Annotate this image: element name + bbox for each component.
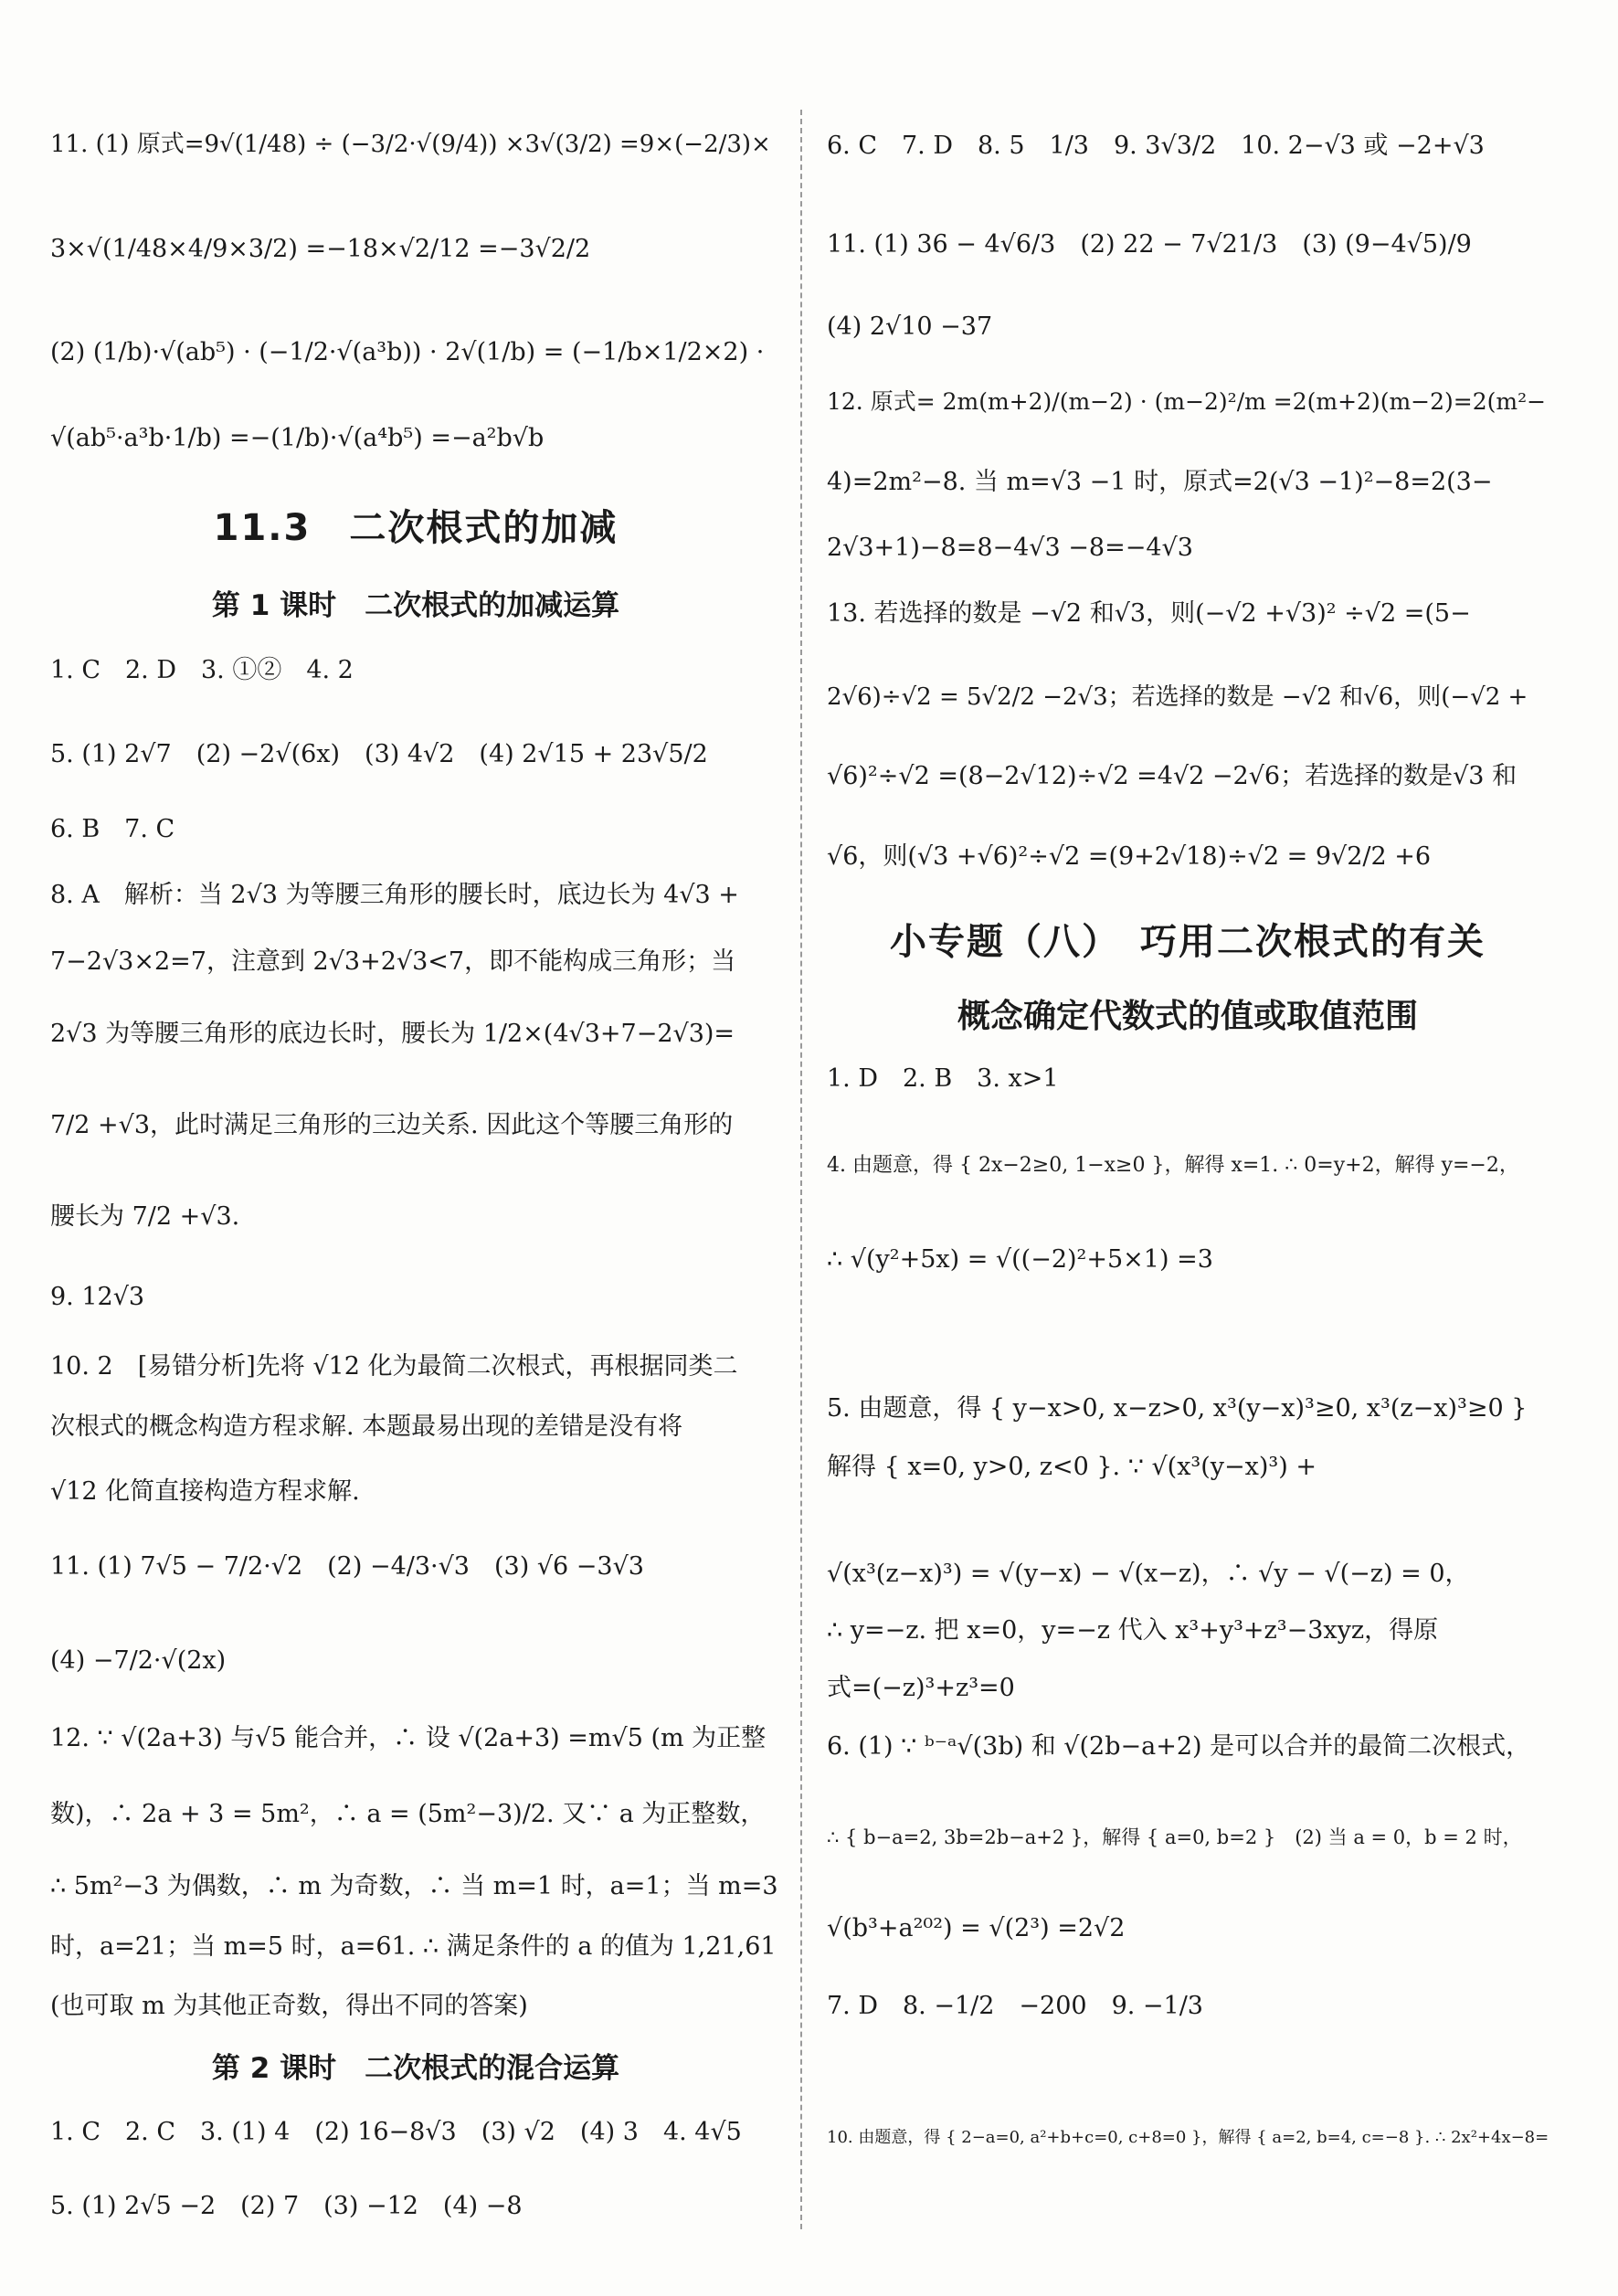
- lesson1-answer-12-line3: ∴ 5m²−3 为偶数，∴ m 为奇数，∴ 当 m=1 时，a=1；当 m=3: [50, 1872, 778, 1900]
- lesson1-answer-8-line1: 8. A 解析：当 2√3 为等腰三角形的腰长时，底边长为 4√3 +: [50, 881, 739, 909]
- lesson1-answers-1-4: 1. C 2. D 3. ①② 4. 2: [50, 656, 354, 684]
- special-topic-title-line1: 小专题（八） 巧用二次根式的有关: [890, 921, 1486, 963]
- answer-11-part1-line2: 3×√(1/48×4/9×3/2) =−18×√2/12 =−3√2/2: [50, 235, 591, 263]
- special-answer-10-line1: 10. 由题意，得 { 2−a=0, a²+b+c=0, c+8=0 }，解得 { a=2, b=4, c=−8 }. ∴ 2x²+4x−8=: [827, 2128, 1549, 2147]
- lesson2-answer-5: 5. (1) 2√5 −2 (2) 7 (3) −12 (4) −8: [50, 2192, 523, 2220]
- lesson1-answer-5: 5. (1) 2√7 (2) −2√(6x) (3) 4√2 (4) 2√15 + 23√5/2: [50, 740, 708, 768]
- lesson1-answer-11-line1: 11. (1) 7√5 − 7/2·√2 (2) −4/3·√3 (3) √6 −3√3: [50, 1552, 644, 1581]
- special-answers-1-3: 1. D 2. B 3. x>1: [827, 1064, 1059, 1093]
- lesson1-answer-10-line2: 次根式的概念构造方程求解. 本题最易出现的差错是没有将: [50, 1413, 683, 1441]
- lesson1-answer-9: 9. 12√3: [50, 1283, 145, 1311]
- answer-12-line3: 2√3+1)−8=8−4√3 −8=−4√3: [827, 534, 1193, 562]
- lesson1-answer-12-line5: (也可取 m 为其他正奇数，得出不同的答案): [50, 1992, 528, 2020]
- lesson1-answer-12-line1: 12. ∵ √(2a+3) 与√5 能合并，∴ 设 √(2a+3) =m√5 (m 为正整: [50, 1724, 767, 1752]
- lesson-1-title: 第 1 课时 二次根式的加减运算: [211, 589, 620, 622]
- lesson1-answer-12-line2: 数)，∴ 2a + 3 = 5m²，∴ a = (5m²−3)/2. 又∵ a 为正整数，: [50, 1800, 766, 1828]
- answer-11-part2-line1: (2) (1/b)·√(ab⁵) · (−1/2·√(a³b)) · 2√(1/b) = (−1/b×1/2×2) ·: [50, 338, 765, 366]
- lesson-2-title: 第 2 课时 二次根式的混合运算: [211, 2052, 620, 2085]
- lesson1-answer-10-line3: √12 化简直接构造方程求解.: [50, 1477, 360, 1506]
- special-topic-title-line2: 概念确定代数式的值或取值范围: [957, 998, 1418, 1035]
- special-answer-5-line2: 解得 { x=0, y>0, z<0 }. ∵ √(x³(y−x)³) +: [827, 1453, 1317, 1481]
- answers-6-10: 6. C 7. D 8. 5 1/3 9. 3√3/2 10. 2−√3 或 −2+√3: [827, 132, 1485, 160]
- special-answer-5-line3: √(x³(z−x)³) = √(y−x) − √(x−z)，∴ √y − √(−z) = 0，: [827, 1560, 1470, 1588]
- special-answer-6-line3: √(b³+a²⁰²) = √(2³) =2√2: [827, 1914, 1126, 1942]
- section-title: 11.3 二次根式的加减: [213, 507, 619, 549]
- answer-13-line1: 13. 若选择的数是 −√2 和√3，则(−√2 +√3)² ÷√2 =(5−: [827, 599, 1471, 628]
- special-answers-7-9: 7. D 8. −1/2 −200 9. −1/3: [827, 1992, 1203, 2020]
- lesson1-answers-6-7: 6. B 7. C: [50, 815, 175, 843]
- answer-11-line1: 11. (1) 36 − 4√6/3 (2) 22 − 7√21/3 (3) (9−4√5)/9: [827, 230, 1472, 259]
- answer-12-line1: 12. 原式= 2m(m+2)/(m−2) · (m−2)²/m =2(m+2)(m−2)=2(m²−: [827, 388, 1547, 415]
- answer-13-line4: √6，则(√3 +√6)²÷√2 =(9+2√18)÷√2 = 9√2/2 +6: [827, 842, 1432, 871]
- lesson1-answer-8-line5: 腰长为 7/2 +√3.: [50, 1202, 240, 1231]
- column-divider: [800, 110, 802, 2229]
- special-answer-5-line1: 5. 由题意，得 { y−x>0, x−z>0, x³(y−x)³≥0, x³(z−x)³≥0 }: [827, 1394, 1528, 1423]
- answer-13-line2: 2√6)÷√2 = 5√2/2 −2√3；若选择的数是 −√2 和√6，则(−√2 +: [827, 683, 1528, 711]
- lesson1-answer-10-line1: 10. 2 [易错分析]先将 √12 化为最简二次根式，再根据同类二: [50, 1352, 738, 1381]
- answer-11-part1-line1: 11. (1) 原式=9√(1/48) ÷ (−3/2·√(9/4)) ×3√(3/2) =9×(−2/3)×: [50, 131, 771, 158]
- special-answer-6-line1: 6. (1) ∵ ᵇ⁻ᵃ√(3b) 和 √(2b−a+2) 是可以合并的最简二次根式，: [827, 1732, 1531, 1761]
- lesson1-answer-8-line2: 7−2√3×2=7，注意到 2√3+2√3<7，即不能构成三角形；当: [50, 947, 736, 976]
- answer-11-line2: (4) 2√10 −37: [827, 312, 993, 341]
- answer-11-part2-line2: √(ab⁵·a³b·1/b) =−(1/b)·√(a⁴b⁵) =−a²b√b: [50, 424, 545, 452]
- lesson1-answer-11-line2: (4) −7/2·√(2x): [50, 1646, 227, 1675]
- lesson2-answers-1-4: 1. C 2. C 3. (1) 4 (2) 16−8√3 (3) √2 (4) 3 4. 4√5: [50, 2118, 742, 2146]
- special-answer-4-line1: 4. 由题意，得 { 2x−2≥0, 1−x≥0 }，解得 x=1. ∴ 0=y+2，解得 y=−2，: [827, 1154, 1519, 1177]
- special-answer-5-line5: 式=(−z)³+z³=0: [827, 1674, 1015, 1702]
- lesson1-answer-12-line4: 时，a=21；当 m=5 时，a=61. ∴ 满足条件的 a 的值为 1,21,61: [50, 1932, 777, 1961]
- special-answer-4-line2: ∴ √(y²+5x) = √((−2)²+5×1) =3: [827, 1245, 1213, 1274]
- answer-13-line3: √6)²÷√2 =(8−2√12)÷√2 =4√2 −2√6；若选择的数是√3 和: [827, 762, 1518, 790]
- special-answer-6-line2: ∴ { b−a=2, 3b=2b−a+2 }，解得 { a=0, b=2 } (2) 当 a = 0，b = 2 时，: [827, 1826, 1522, 1848]
- lesson1-answer-8-line3: 2√3 为等腰三角形的底边长时，腰长为 1/2×(4√3+7−2√3)=: [50, 1020, 735, 1048]
- right-column: [827, 0, 1549, 2296]
- answer-12-line2: 4)=2m²−8. 当 m=√3 −1 时，原式=2(√3 −1)²−8=2(3−: [827, 468, 1493, 496]
- lesson1-answer-8-line4: 7/2 +√3，此时满足三角形的三边关系. 因此这个等腰三角形的: [50, 1111, 734, 1139]
- special-answer-5-line4: ∴ y=−z. 把 x=0，y=−z 代入 x³+y³+z³−3xyz，得原: [827, 1616, 1439, 1645]
- left-column: [50, 0, 781, 2296]
